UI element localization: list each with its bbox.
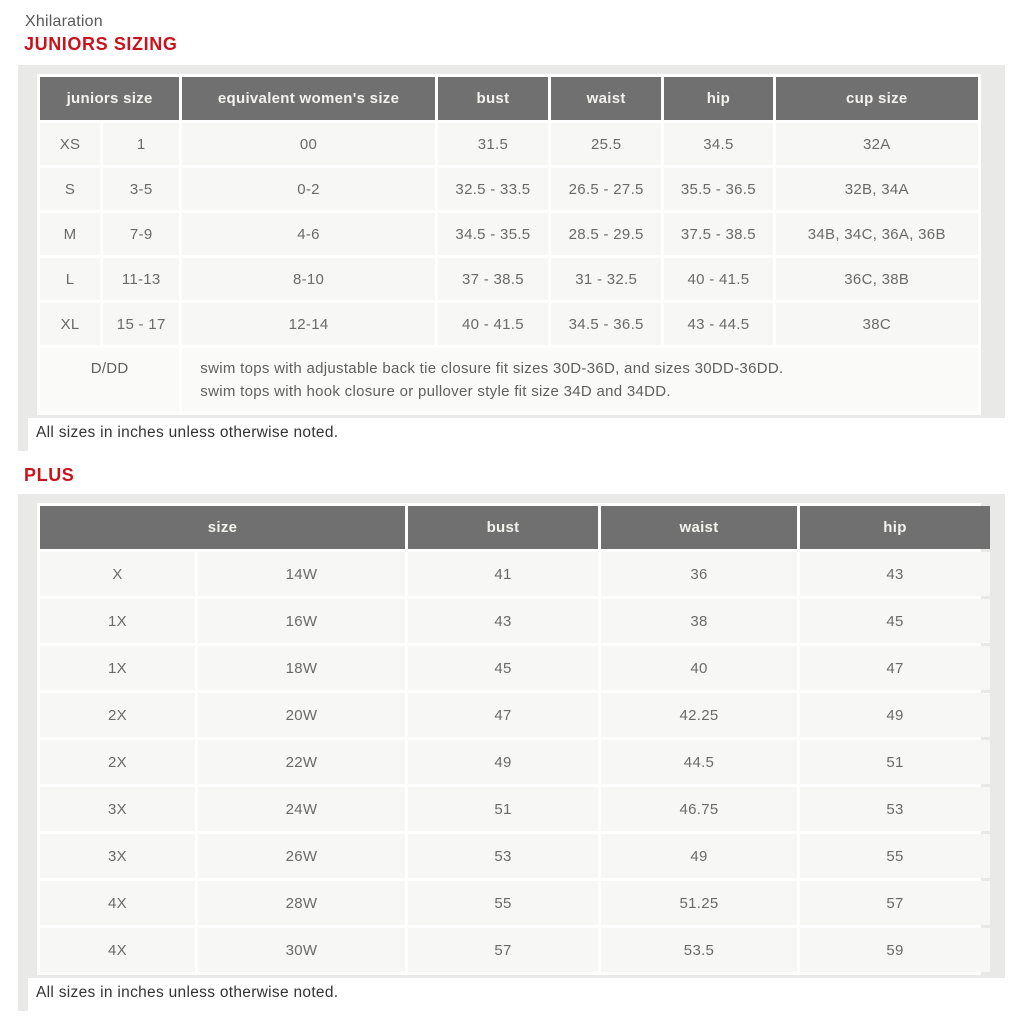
- plus-header-row: [40, 506, 990, 549]
- column-header-equivalent-womens-size: equivalent women's size: [182, 77, 435, 120]
- table-cell: 53: [408, 834, 598, 878]
- table-cell: 3-5: [103, 168, 179, 210]
- table-cell: 53: [800, 787, 990, 831]
- table-cell: 30W: [198, 928, 405, 972]
- table-row-ddd: [40, 348, 978, 412]
- table-cell: 8-10: [182, 258, 435, 300]
- table-cell: 40 - 41.5: [664, 258, 772, 300]
- brand-name: Xhilaration: [25, 13, 103, 30]
- table-cell: XL: [40, 303, 100, 345]
- ddd-size-label: D/DD: [40, 348, 179, 412]
- table-cell: X: [40, 552, 195, 596]
- column-header-waist: waist: [551, 77, 661, 120]
- table-cell: 45: [800, 599, 990, 643]
- table-cell: 44.5: [601, 740, 797, 784]
- table-row-16w: [40, 599, 990, 643]
- table-cell: 57: [408, 928, 598, 972]
- table-row-s: [40, 168, 978, 210]
- column-header-juniors-size: juniors size: [40, 77, 179, 120]
- table-cell: 57: [800, 881, 990, 925]
- plus-section-title: PLUS: [24, 465, 75, 485]
- table-cell: 34.5 - 36.5: [551, 303, 661, 345]
- juniors-section-title: JUNIORS SIZING: [24, 34, 178, 54]
- table-cell: 49: [601, 834, 797, 878]
- table-cell: 14W: [198, 552, 405, 596]
- table-cell: L: [40, 258, 100, 300]
- table-cell: 38: [601, 599, 797, 643]
- table-cell: 4X: [40, 881, 195, 925]
- plus-sizing-note: All sizes in inches unless otherwise noted.: [28, 978, 1005, 1011]
- table-cell: 38C: [776, 303, 978, 345]
- column-header-cup-size: cup size: [776, 77, 978, 120]
- table-cell: 15 - 17: [103, 303, 179, 345]
- table-cell: 32.5 - 33.5: [438, 168, 548, 210]
- table-cell: 22W: [198, 740, 405, 784]
- column-header-waist: waist: [601, 506, 797, 549]
- table-row-xl: [40, 303, 978, 345]
- plus-sizing-table: [37, 503, 993, 975]
- ddd-description-line1: swim tops with adjustable back tie closure fit sizes 30D-36D, and sizes 30DD-36DD.: [200, 360, 784, 377]
- table-cell: XS: [40, 123, 100, 165]
- table-cell: 34B, 34C, 36A, 36B: [776, 213, 978, 255]
- table-row-28w: [40, 881, 990, 925]
- column-header-hip: hip: [664, 77, 772, 120]
- table-cell: 1X: [40, 646, 195, 690]
- table-cell: 59: [800, 928, 990, 972]
- table-cell: 40: [601, 646, 797, 690]
- table-cell: 45: [408, 646, 598, 690]
- table-row-14w: [40, 552, 990, 596]
- table-row-18w: [40, 646, 990, 690]
- table-cell: 20W: [198, 693, 405, 737]
- table-cell: 49: [800, 693, 990, 737]
- table-cell: 3X: [40, 834, 195, 878]
- table-row-26w: [40, 834, 990, 878]
- table-cell: 28W: [198, 881, 405, 925]
- table-cell: 2X: [40, 740, 195, 784]
- table-cell: 53.5: [601, 928, 797, 972]
- table-cell: S: [40, 168, 100, 210]
- table-cell: 4-6: [182, 213, 435, 255]
- table-cell: 0-2: [182, 168, 435, 210]
- table-cell: 36: [601, 552, 797, 596]
- ddd-description-line2: swim tops with hook closure or pullover style fit size 34D and 34DD.: [200, 383, 671, 400]
- juniors-sizing-note: All sizes in inches unless otherwise noted.: [28, 418, 1005, 451]
- table-cell: 1X: [40, 599, 195, 643]
- table-cell: 37 - 38.5: [438, 258, 548, 300]
- table-cell: 7-9: [103, 213, 179, 255]
- column-header-bust: bust: [438, 77, 548, 120]
- table-cell: 31.5: [438, 123, 548, 165]
- table-row-24w: [40, 787, 990, 831]
- table-cell: 42.25: [601, 693, 797, 737]
- table-cell: 18W: [198, 646, 405, 690]
- table-cell: 43: [408, 599, 598, 643]
- table-cell: 00: [182, 123, 435, 165]
- table-row-l: [40, 258, 978, 300]
- table-cell: 40 - 41.5: [438, 303, 548, 345]
- table-cell: 32B, 34A: [776, 168, 978, 210]
- table-cell: 34.5 - 35.5: [438, 213, 548, 255]
- table-row-22w: [40, 740, 990, 784]
- table-cell: 41: [408, 552, 598, 596]
- table-cell: 43: [800, 552, 990, 596]
- table-cell: 51: [408, 787, 598, 831]
- table-cell: 35.5 - 36.5: [664, 168, 772, 210]
- table-cell: 4X: [40, 928, 195, 972]
- table-cell: 12-14: [182, 303, 435, 345]
- table-cell: 49: [408, 740, 598, 784]
- table-cell: 31 - 32.5: [551, 258, 661, 300]
- table-cell: 36C, 38B: [776, 258, 978, 300]
- table-row-20w: [40, 693, 990, 737]
- table-row-m: [40, 213, 978, 255]
- table-cell: 26W: [198, 834, 405, 878]
- column-header-bust: bust: [408, 506, 598, 549]
- table-cell: 3X: [40, 787, 195, 831]
- table-cell: 34.5: [664, 123, 772, 165]
- table-cell: 1: [103, 123, 179, 165]
- table-row-xs: [40, 123, 978, 165]
- table-cell: 55: [800, 834, 990, 878]
- table-cell: 32A: [776, 123, 978, 165]
- table-cell: 16W: [198, 599, 405, 643]
- plus-table-container: [18, 494, 1005, 1011]
- juniors-sizing-table: [37, 74, 981, 415]
- table-cell: 37.5 - 38.5: [664, 213, 772, 255]
- column-header-size: size: [40, 506, 405, 549]
- juniors-header-row: [40, 77, 978, 120]
- table-cell: 25.5: [551, 123, 661, 165]
- table-row-30w: [40, 928, 990, 972]
- table-cell: 28.5 - 29.5: [551, 213, 661, 255]
- table-cell: 2X: [40, 693, 195, 737]
- table-cell: 47: [800, 646, 990, 690]
- column-header-hip: hip: [800, 506, 990, 549]
- table-cell: 51: [800, 740, 990, 784]
- ddd-description: [182, 348, 978, 412]
- table-cell: 11-13: [103, 258, 179, 300]
- table-cell: 55: [408, 881, 598, 925]
- table-cell: 47: [408, 693, 598, 737]
- juniors-table-container: [18, 65, 1005, 451]
- table-cell: 43 - 44.5: [664, 303, 772, 345]
- table-cell: 24W: [198, 787, 405, 831]
- table-cell: M: [40, 213, 100, 255]
- table-cell: 26.5 - 27.5: [551, 168, 661, 210]
- table-cell: 46.75: [601, 787, 797, 831]
- table-cell: 51.25: [601, 881, 797, 925]
